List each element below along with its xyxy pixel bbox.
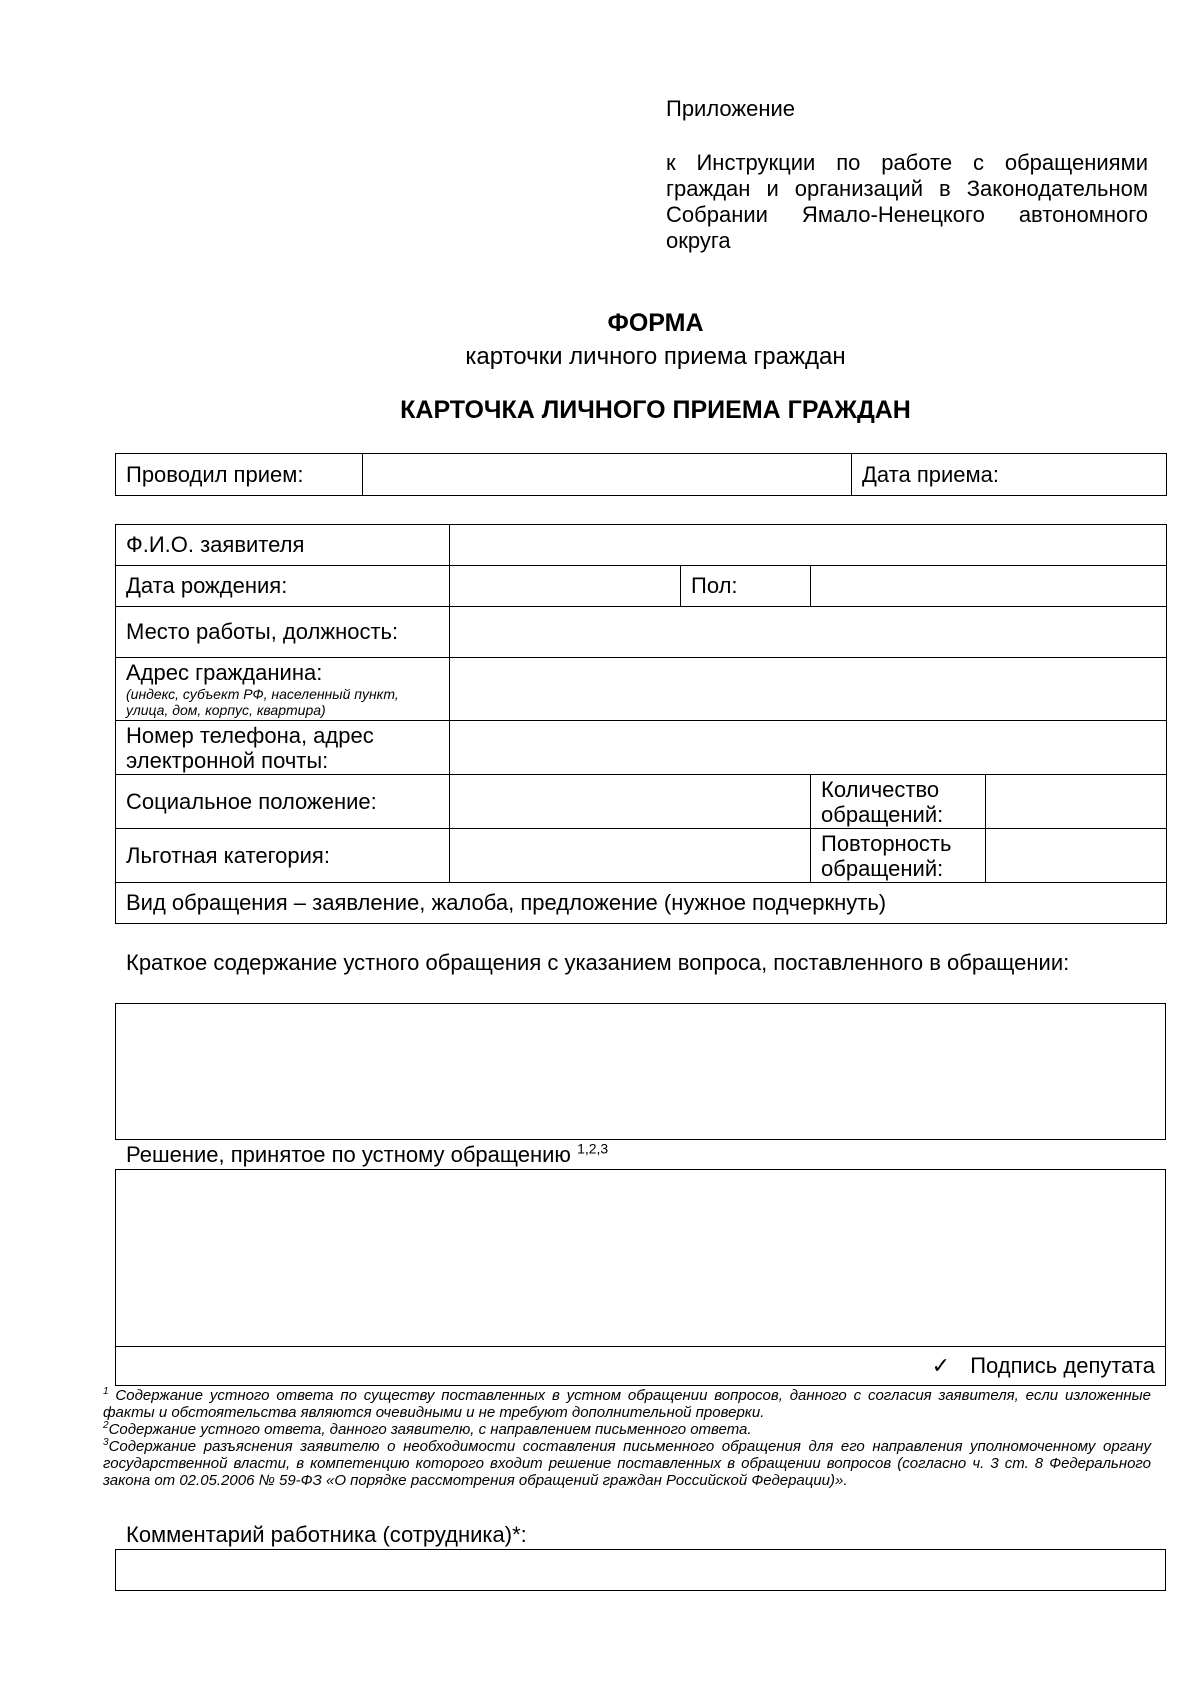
address-note: (индекс, субъект РФ, населенный пункт, улица, дом, корпус, квартира)	[126, 686, 399, 718]
workplace-label: Место работы, должность:	[116, 607, 450, 658]
decision-label: Решение, принятое по устному обращению	[126, 1142, 571, 1167]
workplace-field[interactable]	[450, 607, 1167, 658]
signature-wrap	[932, 1353, 1155, 1379]
address-field[interactable]	[450, 658, 1167, 721]
conducted-by-label: Проводил прием:	[116, 454, 363, 496]
reception-date-label[interactable]: Дата приема:	[852, 454, 1167, 496]
birth-date-label: Дата рождения:	[116, 566, 450, 607]
summary-label: Краткое содержание устного обращения с указанием вопроса, поставленного в обращении:	[126, 950, 1070, 975]
phone-field[interactable]	[450, 721, 1167, 775]
applicant-table	[115, 524, 1167, 924]
footnote: $^2$Содержание устного ответа, данного заявителю, с направлением письменного ответа.	[103, 1420, 752, 1438]
address-cell	[116, 658, 450, 721]
footnotes	[103, 1387, 1151, 1489]
repeat-label: Повторность обращений:	[811, 829, 986, 883]
fio-field[interactable]	[450, 525, 1167, 566]
form-heading: ФОРМА	[607, 309, 704, 337]
repeat-field[interactable]	[986, 829, 1167, 883]
gender-field[interactable]	[811, 566, 1167, 607]
comment-field[interactable]	[115, 1549, 1166, 1591]
checkmark-icon: ✓	[931, 1353, 951, 1378]
appeal-type-label[interactable]: Вид обращения – заявление, жалоба, предложение (нужное подчеркнуть)	[116, 883, 1167, 924]
decision-field[interactable]	[115, 1169, 1166, 1347]
signature-label: Подпись депутата	[970, 1353, 1155, 1378]
appendix-title: Приложение	[666, 96, 796, 121]
phone-label: Номер телефона, адрес электронной почты:	[116, 721, 450, 775]
summary-field[interactable]	[115, 1003, 1166, 1140]
appendix-text: к Инструкции по работе с обращениями граждан и организаций в Законодательном Собрании Ямало-Ненецкого автономного округа	[666, 150, 1148, 253]
benefit-category-field[interactable]	[450, 829, 811, 883]
signature-row[interactable]	[115, 1346, 1166, 1386]
social-status-label: Социальное положение:	[116, 775, 450, 829]
fio-label: Ф.И.О. заявителя	[116, 525, 450, 566]
decision-label-wrap	[126, 1142, 608, 1168]
appeal-count-label: Количество обращений:	[811, 775, 986, 829]
conducted-by-field[interactable]	[363, 454, 852, 496]
address-label: Адрес гражданина:	[126, 660, 323, 685]
gender-label: Пол:	[681, 566, 811, 607]
birth-date-field[interactable]	[450, 566, 681, 607]
benefit-category-label: Льготная категория:	[116, 829, 450, 883]
form-subtitle: карточки личного приема граждан	[465, 343, 846, 370]
card-title: КАРТОЧКА ЛИЧНОГО ПРИЕМА ГРАЖДАН	[400, 396, 911, 424]
decision-footnote-refs: 1,2,3	[577, 1140, 609, 1157]
reception-table	[115, 453, 1167, 496]
footnote: $^3$Содержание разъяснения заявителю о необходимости составления письменного обращения для его направления уполномоченному органу государственной власти, в компетенцию которого входит решение поставленных в обращении вопросов (согласно ч. 3 ст. 8 Федерального закона от 02.05.2006 № 59-ФЗ «О порядке рассмотрения обращений граждан Российской Федерации)».	[103, 1437, 1151, 1489]
footnote: $^1$ Содержание устного ответа по существу поставленных в устном обращении вопросов, данного с согласия заявителя, если изложенные факты и обстоятельства являются очевидными и не требуют дополнительной проверки.	[103, 1386, 1151, 1421]
comment-label: Комментарий работника (сотрудника)*:	[126, 1522, 527, 1547]
social-status-field[interactable]	[450, 775, 811, 829]
appeal-count-field[interactable]	[986, 775, 1167, 829]
